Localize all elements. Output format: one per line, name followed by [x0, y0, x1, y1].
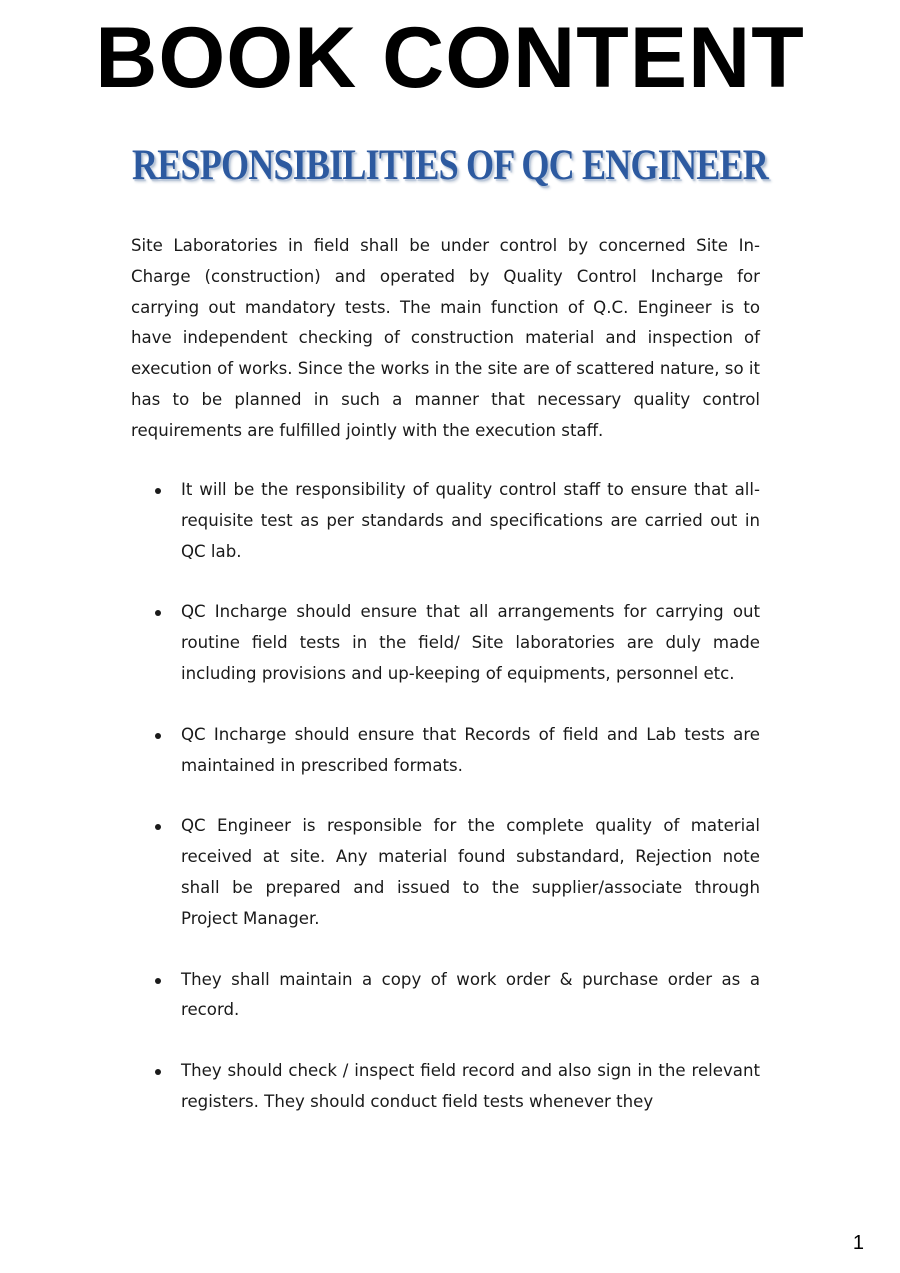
list-item: [131, 597, 760, 689]
list-item-text: QC Engineer is responsible for the complete quality of material received at site. Any material found substandard, Rejection note shall be prepared and issued to the supplier/associate through Project Manager.: [181, 816, 760, 928]
page-header-title: BOOK CONTENT: [95, 10, 805, 106]
bullet-icon: [155, 610, 161, 616]
list-item: [131, 1056, 760, 1118]
responsibility-list: [131, 475, 760, 1148]
bullet-icon: [155, 1069, 161, 1075]
bullet-icon: [155, 824, 161, 830]
chapter-title: RESPONSIBILITIES OF QC ENGINEER: [131, 142, 769, 189]
list-item-text: They should check / inspect field record and also sign in the relevant registers. They should conduct field tests whenever they: [181, 1061, 760, 1111]
bullet-icon: [155, 978, 161, 984]
intro-paragraph: Site Laboratories in field shall be under control by concerned Site In-Charge (construction) and operated by Quality Control Incharge for carrying out mandatory tests. The main function of Q.C. Engineer is to have independent checking of construction material and inspection of execution of works. Since the works in the site are of scattered nature, so it has to be planned in such a manner that necessary quality control requirements are fulfilled jointly with the execution staff.: [131, 236, 760, 440]
list-item: [131, 965, 760, 1027]
page-number: 1: [852, 1232, 864, 1254]
list-item: [131, 720, 760, 782]
list-item: [131, 475, 760, 567]
list-item-text: QC Incharge should ensure that Records of field and Lab tests are maintained in prescribed formats.: [181, 724, 760, 775]
list-item-text: It will be the responsibility of quality control staff to ensure that all-requisite test as per standards and specifications are carried out in QC lab.: [181, 480, 760, 561]
list-item-text: QC Incharge should ensure that all arrangements for carrying out routine field tests in the field/ Site laboratories are duly made including provisions and up-keeping of equipments, personnel etc.: [181, 602, 760, 683]
list-item: [131, 811, 760, 934]
list-item-text: They shall maintain a copy of work order & purchase order as a record.: [181, 969, 760, 1020]
bullet-icon: [155, 488, 161, 494]
bullet-icon: [155, 733, 161, 739]
